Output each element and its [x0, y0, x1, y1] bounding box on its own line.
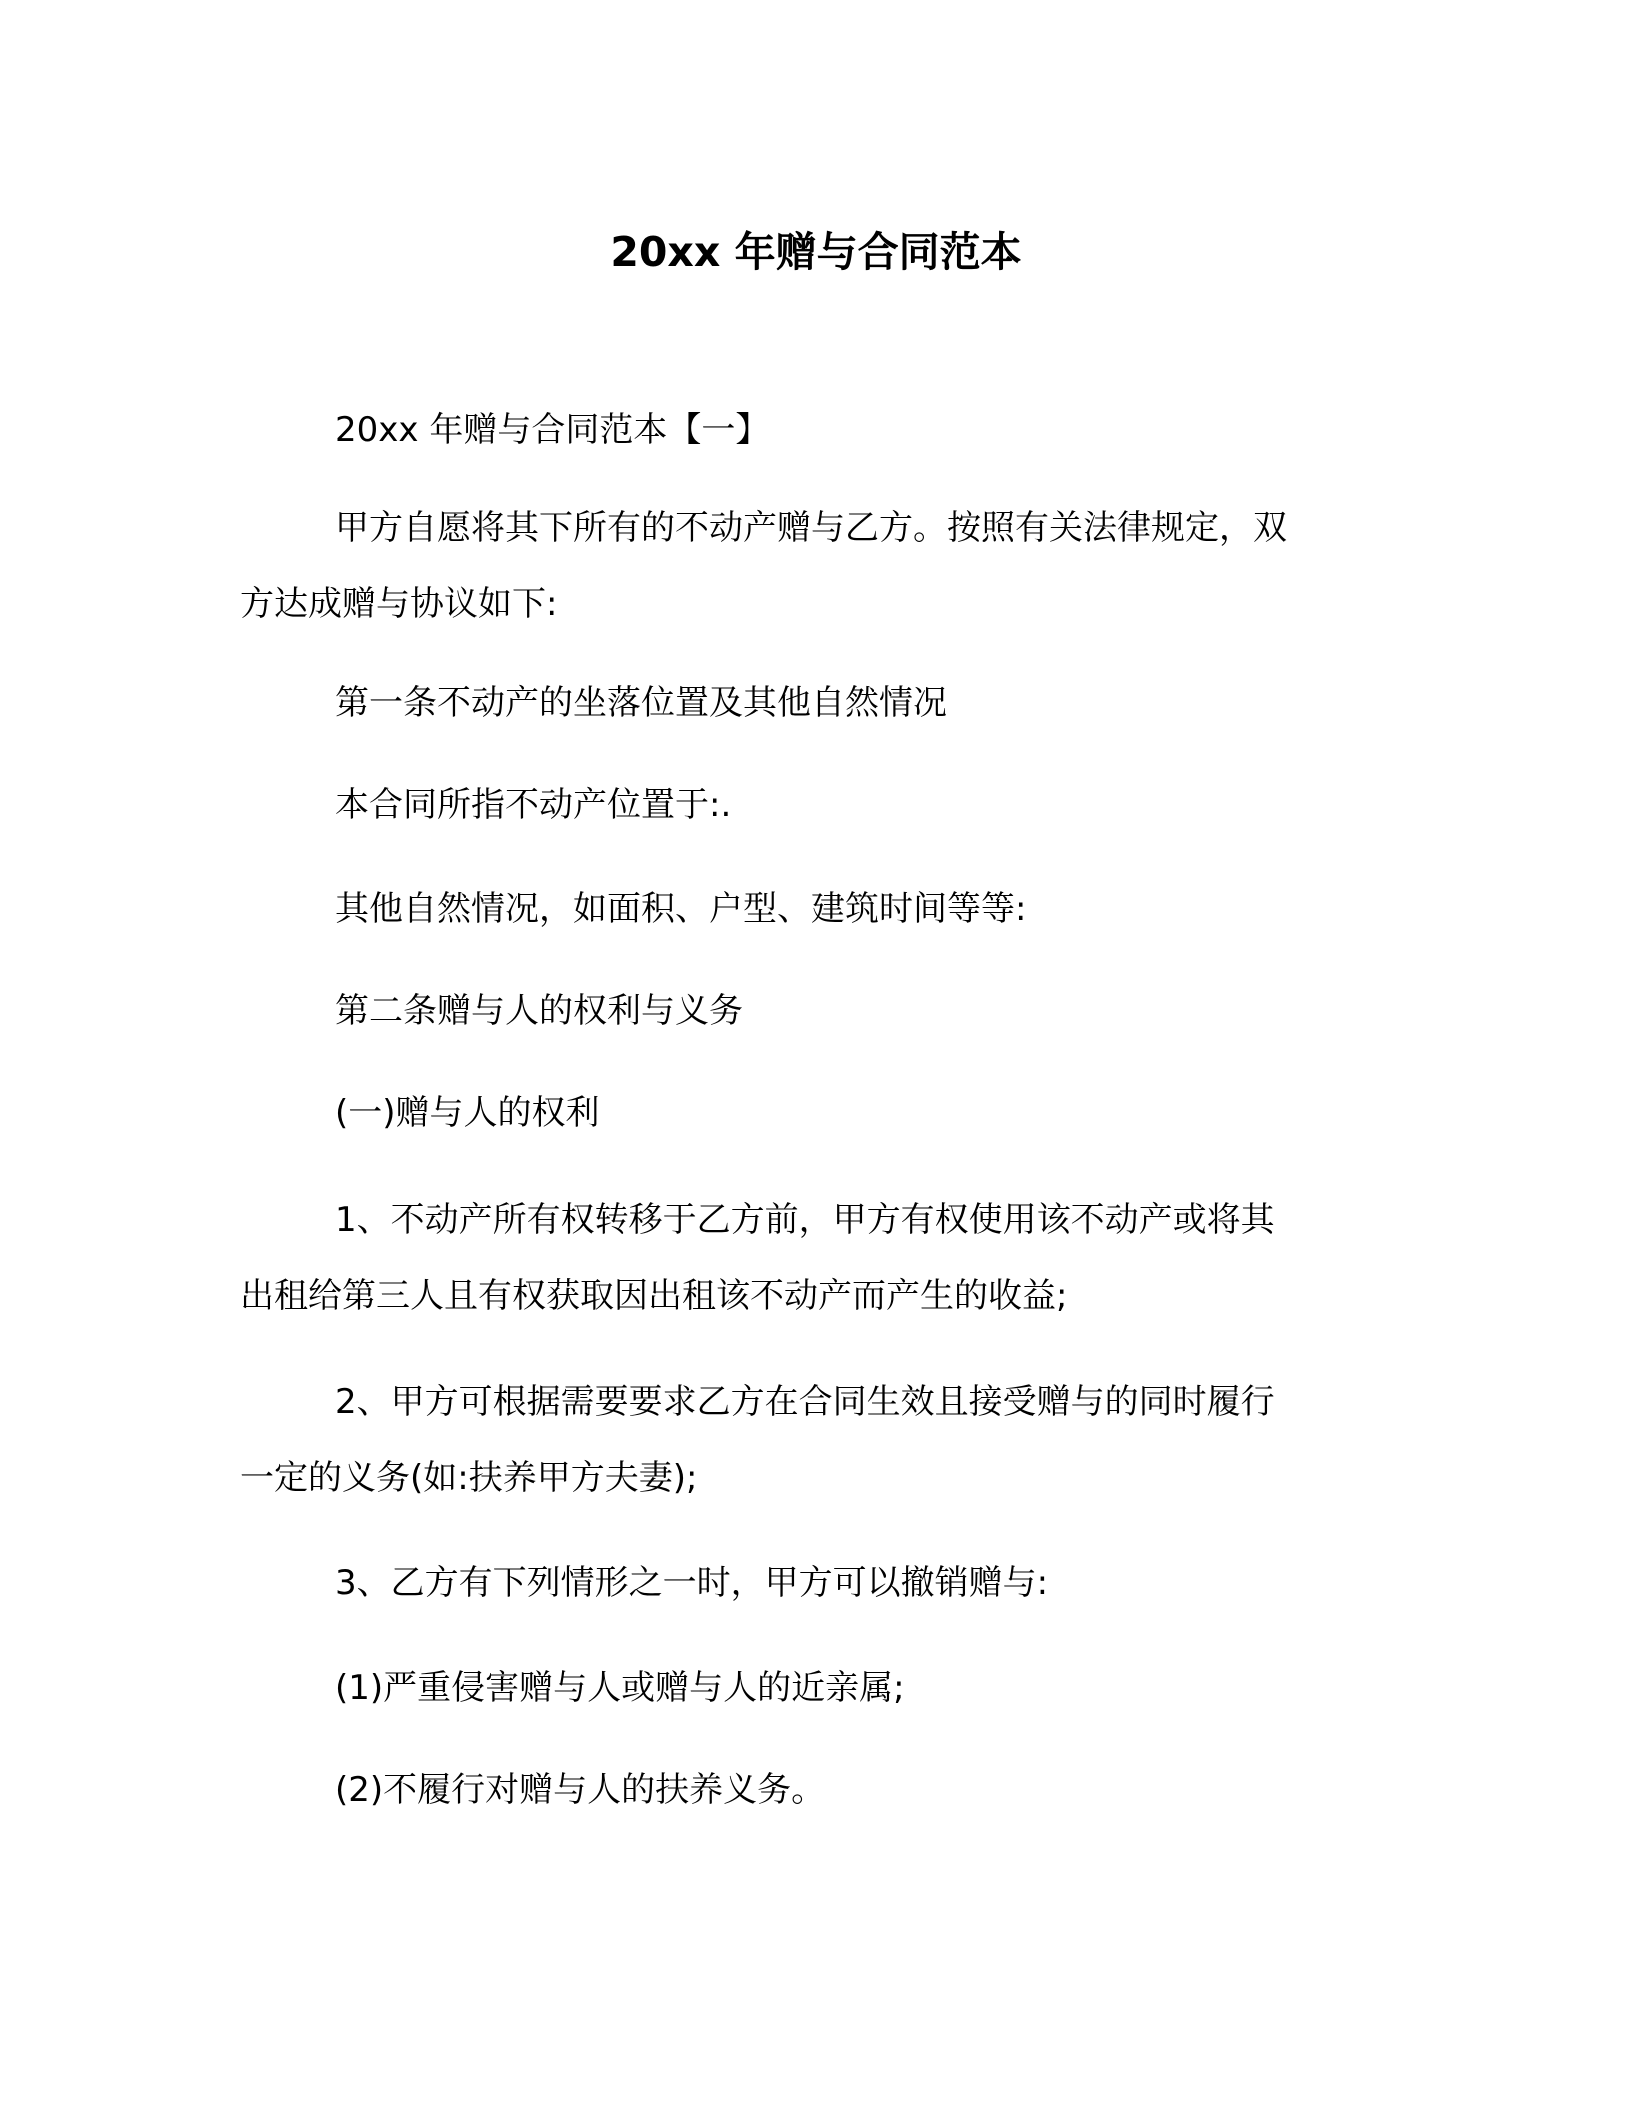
paragraph-line: 第一条不动产的坐落位置及其他自然情况: [335, 683, 947, 723]
paragraph-line: (一)赠与人的权利: [335, 1093, 600, 1133]
paragraph-line: 一定的义务(如:扶养甲方夫妻);: [240, 1458, 698, 1498]
paragraph: [240, 1182, 1400, 1334]
paragraph: [240, 1650, 1400, 1726]
paragraph-line: 本合同所指不动产位置于:.: [335, 785, 732, 825]
document-title: 20xx 年赠与合同范本: [610, 228, 1022, 276]
paragraph: [240, 665, 1400, 741]
paragraph: [240, 1545, 1400, 1621]
paragraph-line: (1)严重侵害赠与人或赠与人的近亲属;: [335, 1668, 905, 1708]
paragraph: [240, 973, 1400, 1049]
paragraph: [240, 767, 1400, 843]
paragraph: [240, 392, 1400, 468]
paragraph-line: 2、甲方可根据需要要求乙方在合同生效且接受赠与的同时履行: [335, 1382, 1275, 1422]
paragraph: [240, 1364, 1400, 1516]
paragraph-line: 方达成赠与协议如下:: [240, 584, 558, 624]
paragraph: [240, 1075, 1400, 1151]
paragraph-line: 其他自然情况，如面积、户型、建筑时间等等:: [335, 889, 1027, 929]
paragraph-line: 3、乙方有下列情形之一时，甲方可以撤销赠与:: [335, 1563, 1049, 1603]
paragraph-line: 出租给第三人且有权获取因出租该不动产而产生的收益;: [240, 1276, 1068, 1316]
paragraph-line: 20xx 年赠与合同范本【一】: [335, 410, 770, 450]
paragraph: [240, 1752, 1400, 1828]
paragraph-line: 甲方自愿将其下所有的不动产赠与乙方。按照有关法律规定，双: [335, 508, 1287, 548]
paragraph-line: 1、不动产所有权转移于乙方前，甲方有权使用该不动产或将其: [335, 1200, 1275, 1240]
paragraph-line: (2)不履行对赠与人的扶养义务。: [335, 1770, 826, 1810]
paragraph-line: 第二条赠与人的权利与义务: [335, 991, 743, 1031]
paragraph: [240, 490, 1400, 642]
paragraph: [240, 871, 1400, 947]
